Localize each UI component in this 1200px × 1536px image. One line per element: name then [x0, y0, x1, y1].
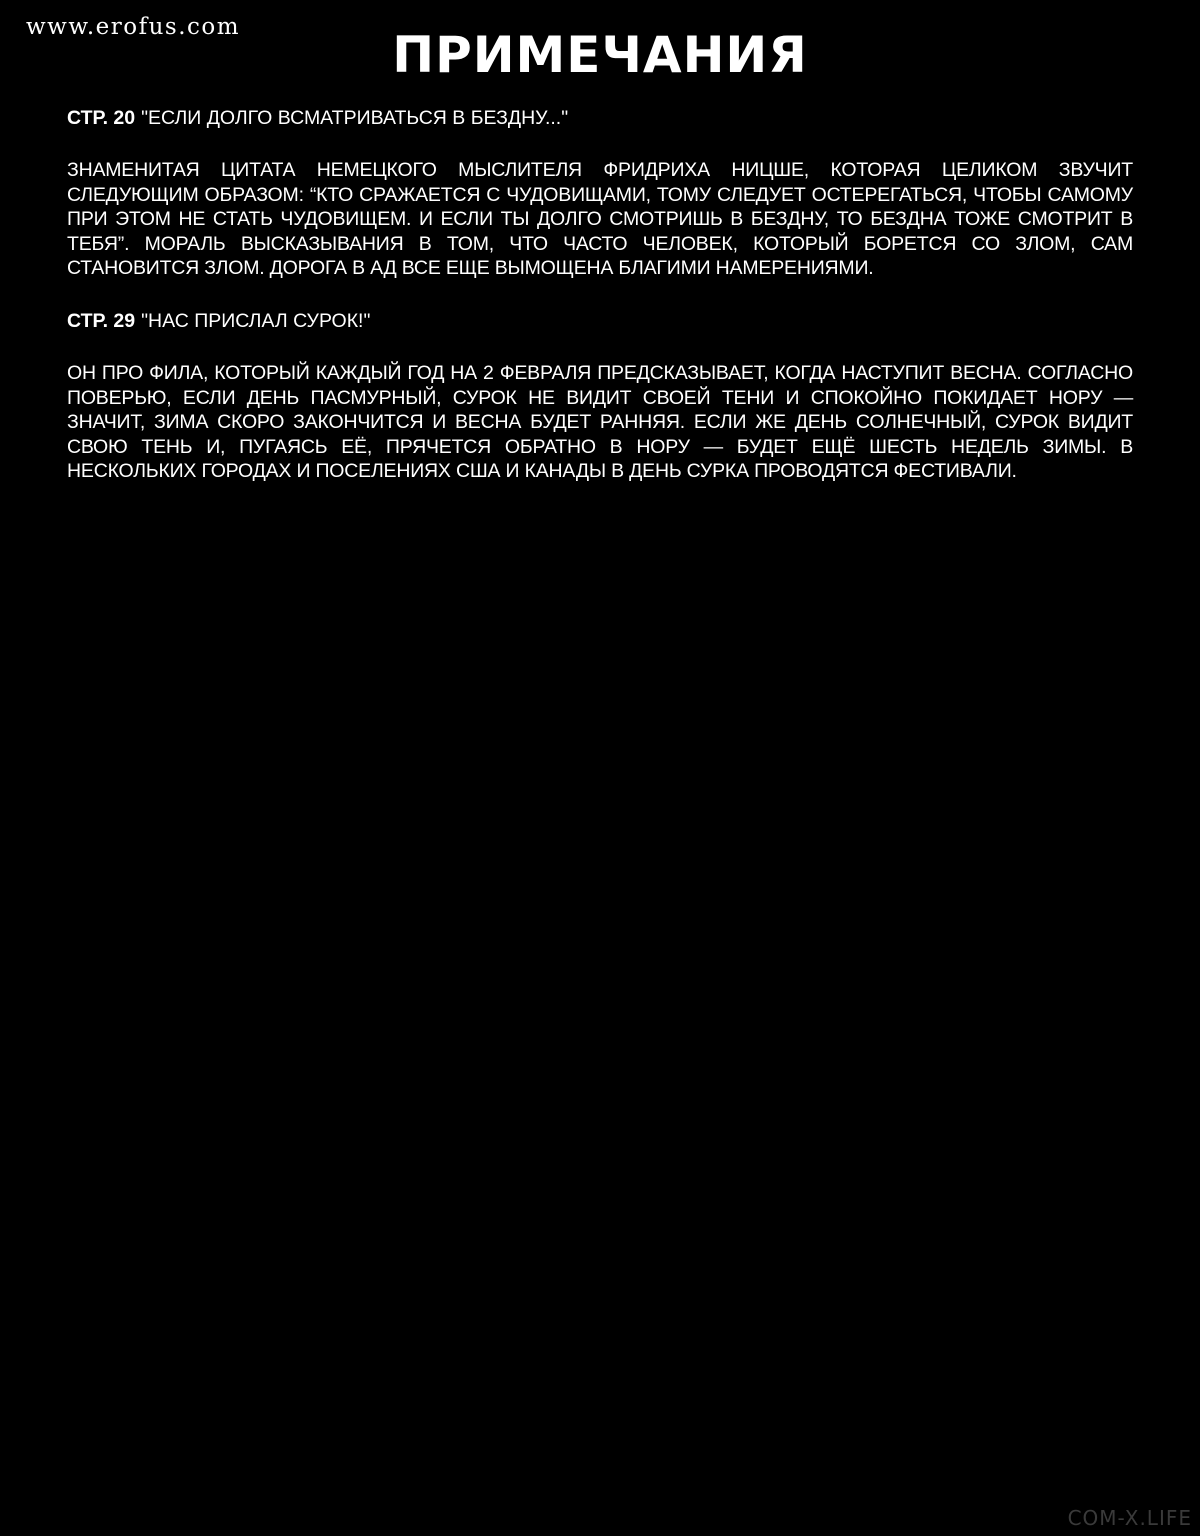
- note-page-ref: СТР. 29: [67, 309, 136, 332]
- note-heading: [67, 309, 1133, 333]
- notes-list: [67, 106, 1133, 484]
- note-quote: "НАС ПРИСЛАЛ СУРОК!": [141, 309, 371, 332]
- note-heading: [67, 106, 1133, 130]
- page-title: ПРИМЕЧАНИЯ: [392, 26, 808, 84]
- note-body: ЗНАМЕНИТАЯ ЦИТАТА НЕМЕЦКОГО МЫСЛИТЕЛЯ ФРИДРИХА НИЦШЕ, КОТОРАЯ ЦЕЛИКОМ ЗВУЧИТ СЛЕДУЮЩИМ ОБРАЗОМ: “КТО СРАЖАЕТСЯ С ЧУДОВИЩАМИ, ТОМУ СЛЕДУЕТ ОСТЕРЕГАТЬСЯ, ЧТОБЫ САМОМУ ПРИ ЭТОМ НЕ СТАТЬ ЧУДОВИЩЕМ. И ЕСЛИ ТЫ ДОЛГО СМОТРИШЬ В БЕЗДНУ, ТО БЕЗДНА ТОЖЕ СМОТРИТ В ТЕБЯ”. МОРАЛЬ ВЫСКАЗЫВАНИЯ В ТОМ, ЧТО ЧАСТО ЧЕЛОВЕК, КОТОРЫЙ БОРЕТСЯ СО ЗЛОМ, САМ СТАНОВИТСЯ ЗЛОМ. ДОРОГА В АД ВСЕ ЕЩЕ ВЫМОЩЕНА БЛАГИМИ НАМЕРЕНИЯМИ.: [67, 159, 1133, 280]
- note-page-ref: СТР. 20: [67, 107, 136, 129]
- site-watermark-bottom: COM-X.LIFE: [1067, 1506, 1192, 1530]
- note-quote: "ЕСЛИ ДОЛГО ВСМАТРИВАТЬСЯ В БЕЗДНУ...": [141, 107, 569, 129]
- site-watermark-top: www.erofus.com: [26, 14, 241, 40]
- note-body: ОН ПРО ФИЛА, КОТОРЫЙ КАЖДЫЙ ГОД НА 2 ФЕВРАЛЯ ПРЕДСКАЗЫВАЕТ, КОГДА НАСТУПИТ ВЕСНА. СОГЛАСНО ПОВЕРЬЮ, ЕСЛИ ДЕНЬ ПАСМУРНЫЙ, СУРОК НЕ ВИДИТ СВОЕЙ ТЕНИ И СПОКОЙНО ПОКИДАЕТ НОРУ — ЗНАЧИТ, ЗИМА СКОРО ЗАКОНЧИТСЯ И ВЕСНА БУДЕТ РАННЯЯ. ЕСЛИ ЖЕ ДЕНЬ СОЛНЕЧНЫЙ, СУРОК ВИДИТ СВОЮ ТЕНЬ И, ПУГАЯСЬ ЕЁ, ПРЯЧЕТСЯ ОБРАТНО В НОРУ — БУДЕТ ЕЩЁ ШЕСТЬ НЕДЕЛЬ ЗИМЫ. В НЕСКОЛЬКИХ ГОРОДАХ И ПОСЕЛЕНИЯХ США И КАНАДЫ В ДЕНЬ СУРКА ПРОВОДЯТСЯ ФЕСТИВАЛИ.: [67, 361, 1133, 483]
